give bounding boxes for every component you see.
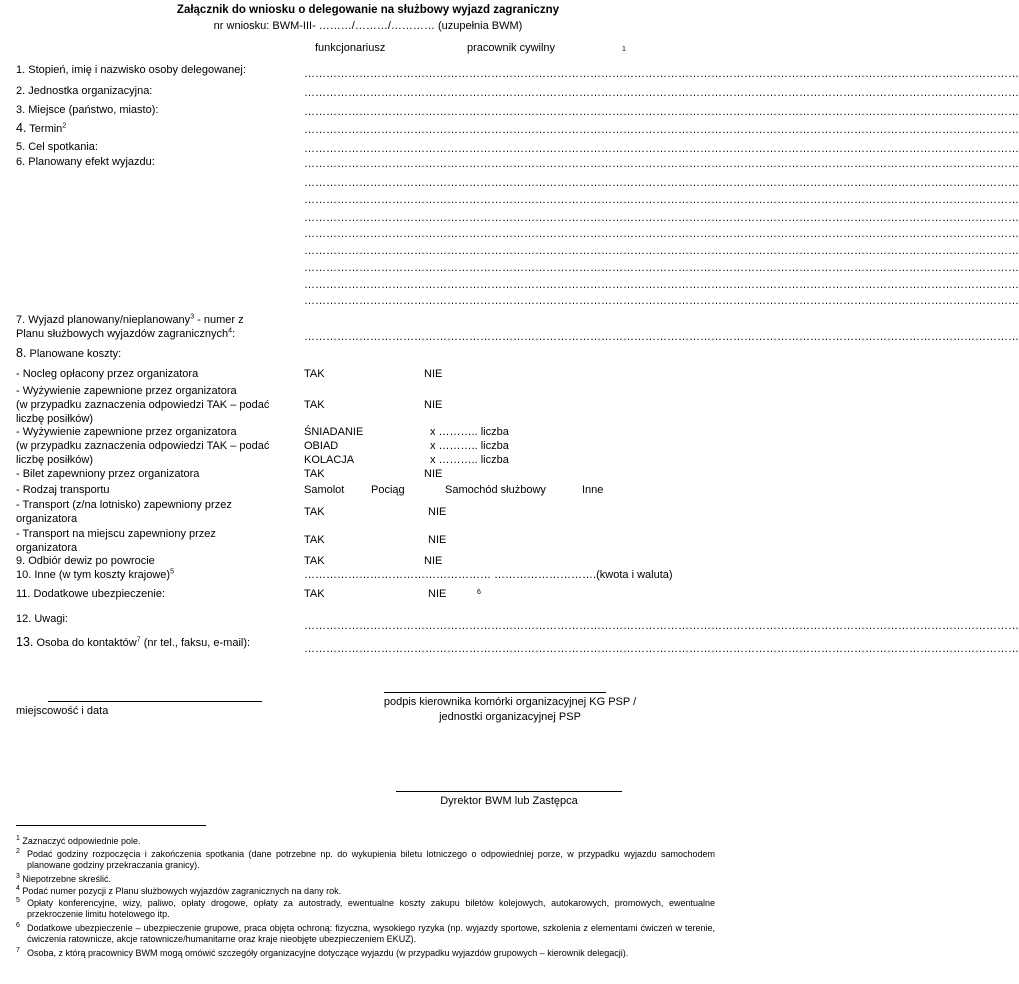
footnote-3-text: Niepotrzebne skreślić. <box>22 874 111 884</box>
footnote-5-number: 5 <box>16 897 20 904</box>
footnote-1 <box>16 836 716 847</box>
cost-airport-transport-yes[interactable]: TAK <box>304 506 325 518</box>
field-9-yes[interactable]: TAK <box>304 555 325 567</box>
field-13-text-a: Osoba do kontaktów <box>36 637 137 649</box>
footnote-1-text: Zaznaczyć odpowiednie pole. <box>22 836 141 846</box>
lunch-count[interactable]: x ……….. liczba <box>430 440 509 452</box>
field-3-line[interactable]: …………………………………………………………………………………………………………………………………………………………………………… <box>304 106 1019 118</box>
director-signature-line[interactable] <box>396 791 622 792</box>
field-7-label-line-2 <box>16 328 235 341</box>
field-9-no[interactable]: NIE <box>424 555 443 567</box>
field-6-label: 6. Planowany efekt wyjazdu: <box>16 156 155 168</box>
field-6-line-1[interactable]: …………………………………………………………………………………………………………………………………………………………………………… <box>304 158 1019 170</box>
transport-plane[interactable]: Samolot <box>304 484 345 496</box>
cost-meals-label-3: liczbę posiłków) <box>16 413 94 425</box>
meal-breakfast[interactable]: ŚNIADANIE <box>304 426 364 438</box>
footnote-ref-2: 2 <box>62 122 67 130</box>
footnote-ref-4: 4 <box>228 327 233 335</box>
cost-accommodation-no[interactable]: NIE <box>424 368 443 380</box>
cost-meals-count-label-3: liczbę posiłków) <box>16 454 94 466</box>
field-8-label <box>16 347 121 361</box>
field-7-text-c: Planu służbowych wyjazdów zagranicznych <box>16 328 229 340</box>
field-13-text-b: (nr tel., faksu, e-mail): <box>140 637 251 649</box>
transport-car[interactable]: Samochód służbowy <box>445 484 546 496</box>
cost-local-transport-label-2: organizatora <box>16 542 78 554</box>
field-7-text-b: - numer z <box>194 314 244 326</box>
footnote-6-number: 6 <box>16 922 20 929</box>
cost-airport-transport-no[interactable]: NIE <box>428 506 447 518</box>
field-12-line[interactable]: …………………………………………………………………………………………………………………………………………………………………………… <box>304 620 1019 632</box>
manager-signature-line[interactable] <box>384 692 606 693</box>
option-civilian[interactable]: pracownik cywilny <box>467 42 556 54</box>
meal-lunch[interactable]: OBIAD <box>304 440 339 452</box>
field-13-number: 13. <box>16 635 34 649</box>
field-13-label <box>16 636 250 650</box>
field-4-line[interactable]: …………………………………………………………………………………………………………………………………………………………………………… <box>304 124 1019 136</box>
field-1-line[interactable]: …………………………………………………………………………………………………………………………………………………………………………… <box>304 68 1019 80</box>
transport-train[interactable]: Pociąg <box>371 484 405 496</box>
cost-local-transport-no[interactable]: NIE <box>428 534 447 546</box>
cost-meals-yes[interactable]: TAK <box>304 399 325 411</box>
field-5-label: 5. Cel spotkania: <box>16 141 98 153</box>
manager-signature-caption-1: podpis kierownika komórki organizacyjnej KG PSP / <box>383 696 637 708</box>
cost-meals-count-label-1: - Wyżywienie zapewnione przez organizatora <box>16 426 237 438</box>
field-6-line-4[interactable]: …………………………………………………………………………………………………………………………………………………………………………… <box>304 212 1019 224</box>
field-6-line-8[interactable]: …………………………………………………………………………………………………………………………………………………………………………… <box>304 279 1019 291</box>
cost-ticket-label: - Bilet zapewniony przez organizatora <box>16 468 200 480</box>
cost-accommodation-yes[interactable]: TAK <box>304 368 325 380</box>
cost-ticket-no[interactable]: NIE <box>424 468 443 480</box>
field-11-yes[interactable]: TAK <box>304 588 325 600</box>
footnote-4-text: Podać numer pozycji z Planu służbowych wyjazdów zagranicznych na dany rok. <box>22 886 342 896</box>
place-date-caption: miejscowość i data <box>16 705 109 717</box>
field-2-line[interactable]: …………………………………………………………………………………………………………………………………………………………………………… <box>304 87 1019 99</box>
footnote-ref-5: 5 <box>170 568 174 576</box>
place-date-line[interactable] <box>48 701 262 702</box>
field-13-line[interactable]: …………………………………………………………………………………………………………………………………………………………………………… <box>304 643 1019 655</box>
breakfast-count[interactable]: x ……….. liczba <box>430 426 509 438</box>
footnotes-separator <box>16 825 206 826</box>
field-4-number: 4. <box>16 121 27 135</box>
document-title: Załącznik do wniosku o delegowanie na służbowy wyjazd zagraniczny <box>176 4 560 16</box>
field-4-label <box>16 122 66 136</box>
cost-meals-label-1: - Wyżywienie zapewnione przez organizatora <box>16 385 237 397</box>
supper-count[interactable]: x ……….. liczba <box>430 454 509 466</box>
field-12-label: 12. Uwagi: <box>16 613 68 625</box>
meal-supper[interactable]: KOLACJA <box>304 454 355 466</box>
footnote-6-text: Dodatkowe ubezpieczenie – ubezpieczenie grupowe, praca objęta ochroną: fizyczna, wysokiego ryzyka (np. wyjazdy sportowe, szkolenia z elementami ćwiczeń w terenie, ćwiczenia ratownicze, akcje ratownicze/humanitarne oraz kraje nieobjęte ubezpieczeniem EKUZ). <box>27 923 715 944</box>
cost-accommodation-label: - Nocleg opłacony przez organizatora <box>16 368 199 380</box>
cost-transport-type-label: - Rodzaj transportu <box>16 484 110 496</box>
footnote-3 <box>16 874 716 885</box>
footnote-7-text: Osoba, z którą pracownicy BWM mogą omówić szczegóły organizacyjne dotyczące wyjazdu (w przypadku wyjazdów grupowych – kierownik delegacji). <box>27 948 629 958</box>
cost-meals-no[interactable]: NIE <box>424 399 443 411</box>
footnote-ref-6: 6 <box>477 589 481 596</box>
footnote-3-number: 3 <box>16 873 20 880</box>
option-officer[interactable]: funkcjonariusz <box>315 42 386 54</box>
footnote-1-number: 1 <box>16 835 20 842</box>
field-8-number: 8. <box>16 346 27 360</box>
field-2-label: 2. Jednostka organizacyjna: <box>16 85 153 97</box>
field-6-line-7[interactable]: …………………………………………………………………………………………………………………………………………………………………………… <box>304 262 1019 274</box>
cost-ticket-yes[interactable]: TAK <box>304 468 325 480</box>
field-7-line[interactable]: …………………………………………………………………………………………………………………………………………………………………………… <box>304 331 1019 343</box>
field-7-text-a: 7. Wyjazd planowany/nieplanowany <box>16 314 191 326</box>
field-10-text: 10. Inne (w tym koszty krajowe) <box>16 569 171 581</box>
field-1-label: 1. Stopień, imię i nazwisko osoby delegowanej: <box>16 64 246 76</box>
field-10-amount[interactable]: …………………………………………… ……………………….(kwota i waluta) <box>304 569 673 581</box>
field-3-label: 3. Miejsce (państwo, miasto): <box>16 104 159 116</box>
footnote-5-text: Opłaty konferencyjne, wizy, paliwo, opłaty drogowe, opłaty za autostrady, ewentualne koszty zakupu biletów kolejowych, autokarowych, promowych, ewentualne przekroczenie limitu hotelowego itp. <box>27 898 715 919</box>
field-7-label-line-1 <box>16 314 244 327</box>
footnote-ref-3: 3 <box>190 313 195 321</box>
field-6-line-3[interactable]: …………………………………………………………………………………………………………………………………………………………………………… <box>304 194 1019 206</box>
manager-signature-caption-2: jednostki organizacyjnej PSP <box>439 711 581 723</box>
application-number: nr wniosku: BWM-III- ………/………/………… (uzupełnia BWM) <box>213 20 523 32</box>
cost-local-transport-label-1: - Transport na miejscu zapewniony przez <box>16 528 216 540</box>
field-10-label <box>16 569 174 582</box>
transport-other[interactable]: Inne <box>582 484 604 496</box>
footnote-4 <box>16 886 716 897</box>
field-4-text: Termin <box>29 123 63 135</box>
cost-meals-label-2: (w przypadku zaznaczenia odpowiedzi TAK – podać <box>16 399 270 411</box>
footnote-ref-7: 7 <box>136 636 141 644</box>
cost-airport-transport-label-1: - Transport (z/na lotnisko) zapewniony przez <box>16 499 232 511</box>
field-6-line-5[interactable]: …………………………………………………………………………………………………………………………………………………………………………… <box>304 228 1019 240</box>
cost-local-transport-yes[interactable]: TAK <box>304 534 325 546</box>
footnote-7-number: 7 <box>16 947 20 954</box>
field-6-line-6[interactable]: …………………………………………………………………………………………………………………………………………………………………………… <box>304 245 1019 257</box>
footnote-4-number: 4 <box>16 885 20 892</box>
field-11-no[interactable]: NIE <box>428 588 447 600</box>
field-6-line-9[interactable]: …………………………………………………………………………………………………………………………………………………………………………… <box>304 295 1019 307</box>
field-11-label: 11. Dodatkowe ubezpieczenie: <box>16 588 166 600</box>
cost-airport-transport-label-2: organizatora <box>16 513 78 525</box>
field-7-text-d: : <box>232 328 236 340</box>
cost-meals-count-label-2: (w przypadku zaznaczenia odpowiedzi TAK – podać <box>16 440 270 452</box>
field-6-line-2[interactable]: …………………………………………………………………………………………………………………………………………………………………………… <box>304 177 1019 189</box>
footnote-ref-1: 1 <box>622 46 626 53</box>
director-signature-caption: Dyrektor BWM lub Zastępca <box>440 795 578 807</box>
footnote-2-number: 2 <box>16 848 20 855</box>
field-5-line[interactable]: …………………………………………………………………………………………………………………………………………………………………………… <box>304 143 1019 155</box>
footnote-2-text: Podać godziny rozpoczęcia i zakończenia spotkania (dane potrzebne np. do wykupienia biletu lotniczego o odpowiedniej porze, w przypadku wyjazdu samochodem planowane godziny przekraczania granicy). <box>27 849 715 870</box>
field-8-text: Planowane koszty: <box>29 348 122 360</box>
field-9-label: 9. Odbiór dewiz po powrocie <box>16 555 155 567</box>
